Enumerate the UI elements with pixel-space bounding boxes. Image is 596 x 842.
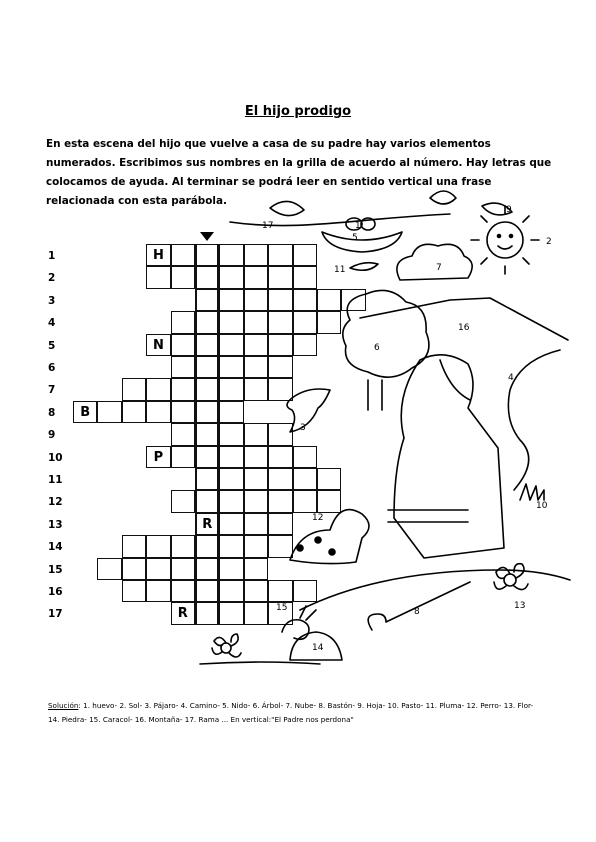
- row-number: 2: [48, 272, 56, 285]
- pic-label: 8: [414, 607, 420, 617]
- row-number: 13: [48, 518, 63, 531]
- tree: [343, 290, 429, 377]
- staff: [368, 582, 470, 630]
- row-number: 8: [48, 406, 56, 419]
- nest: [322, 232, 402, 252]
- hint-letter-cell[interactable]: N: [146, 334, 170, 356]
- row-number: 16: [48, 586, 63, 598]
- row-number: 5: [48, 339, 56, 352]
- pic-label: 3: [300, 423, 306, 433]
- mountain: [360, 298, 568, 340]
- row-number: 7: [48, 384, 56, 397]
- row-number: 4: [48, 317, 56, 330]
- row-number: 1: [48, 250, 56, 262]
- pic-label: 11: [334, 265, 346, 275]
- father-and-son: [394, 355, 504, 558]
- dog: [290, 510, 369, 564]
- row-number: 15: [48, 563, 63, 576]
- hint-letter-cell[interactable]: B: [73, 401, 97, 423]
- pic-label: 10: [536, 501, 548, 511]
- pic-label: 16: [458, 323, 470, 333]
- instructions-line: En esta escena del hijo que vuelve a casa de su padre hay varios elementos: [46, 138, 491, 150]
- pic-label: 15: [276, 603, 288, 613]
- instructions-line: numerados. Escribimos sus nombres en la grilla de acuerdo al número. Hay letras que: [46, 157, 552, 169]
- flower: [504, 574, 516, 586]
- pic-label: 6: [374, 343, 380, 353]
- pic-label: 2: [546, 237, 552, 247]
- solution-label: Solución: [48, 701, 79, 710]
- solution-answers: : 1. huevo- 2. Sol- 3. Pájaro- 4. Camino- 5. Nido- 6. Árbol- 7. Nube- 8. Bastón- 9. Hoja- 10. Pasto- 11. Pluma- 12. Perro- 13. Flor-: [78, 701, 534, 710]
- pic-label: 17: [262, 221, 274, 231]
- solution-line: [48, 699, 548, 713]
- feather: [350, 263, 378, 271]
- row-number: 14: [48, 541, 63, 554]
- sun: [487, 222, 523, 258]
- row-number: 10: [48, 451, 63, 464]
- cloud: [397, 244, 472, 280]
- pic-label: 9: [506, 205, 512, 215]
- pic-label: 12: [312, 513, 324, 523]
- path: [508, 350, 560, 490]
- instructions-line: colocamos de ayuda. Al terminar se podrá leer en sentido vertical una frase: [46, 176, 492, 188]
- row-number: 12: [48, 496, 63, 509]
- pic-label: 5: [352, 233, 358, 243]
- row-number: 17: [48, 608, 63, 621]
- snail: [282, 620, 309, 640]
- solution-line: 14. Piedra- 15. Caracol- 16. Montaña- 17. Rama ... En vertical:"El Padre nos perdona": [48, 715, 354, 724]
- row-number: 11: [48, 474, 63, 486]
- row-number: 3: [48, 294, 56, 307]
- row-number: 6: [48, 362, 56, 374]
- bird: [287, 389, 330, 432]
- hint-letter-cell[interactable]: R: [195, 513, 219, 535]
- pic-label: 14: [312, 643, 324, 653]
- row-number: 9: [48, 429, 56, 442]
- page-title: El hijo prodigo: [244, 104, 352, 119]
- leaf: [430, 191, 456, 204]
- pic-label: 13: [514, 601, 526, 611]
- hint-letter-cell[interactable]: R: [171, 602, 195, 624]
- instructions-line: relacionada con esta parábola.: [46, 195, 227, 207]
- leaf: [270, 201, 304, 215]
- grass: [520, 484, 544, 500]
- pic-label: 4: [508, 373, 514, 383]
- pic-label: 1: [355, 221, 361, 231]
- solution-text: [48, 699, 548, 727]
- pic-label: 7: [436, 263, 442, 273]
- hint-letter-cell[interactable]: H: [146, 244, 170, 266]
- hint-letter-cell[interactable]: P: [146, 446, 170, 468]
